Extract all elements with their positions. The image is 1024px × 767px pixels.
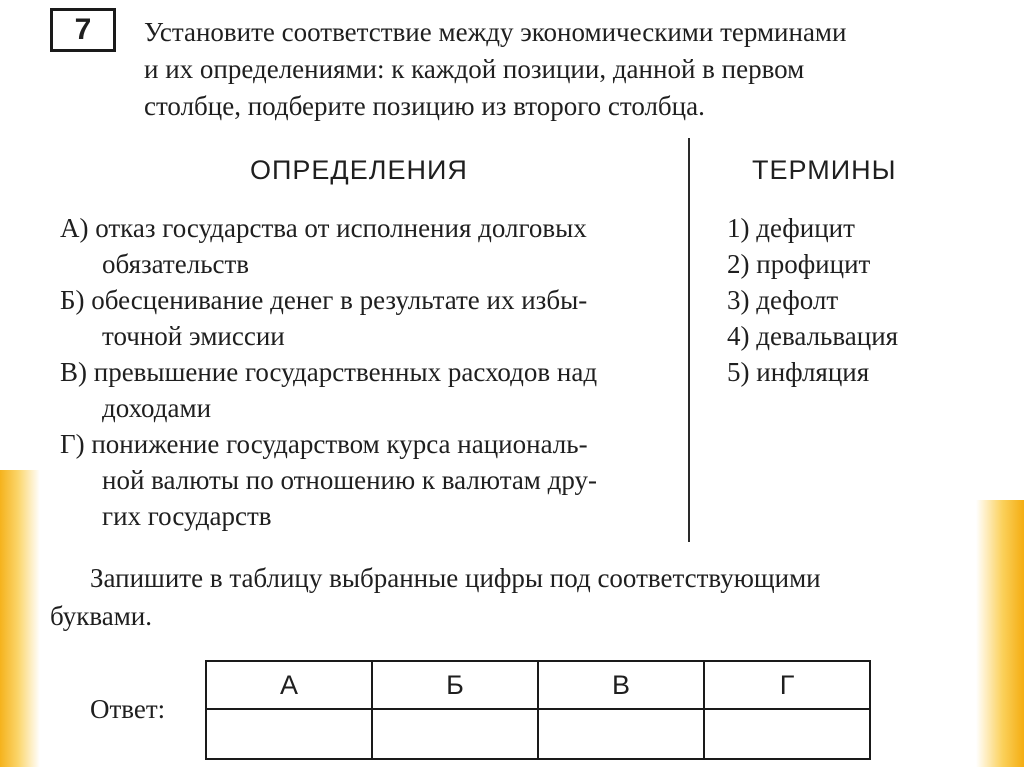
terms-header: ТЕРМИНЫ: [752, 155, 897, 185]
term-item: 4) девальвация: [727, 321, 899, 351]
definition-line: доходами: [102, 393, 212, 423]
answer-cell-g[interactable]: [704, 709, 870, 759]
definitions-header: ОПРЕДЕЛЕНИЯ: [250, 155, 468, 185]
answer-header-g: Г: [704, 661, 870, 709]
answer-header-a: А: [206, 661, 372, 709]
instruction-line: Запишите в таблицу выбранные цифры под соответствующими: [90, 563, 821, 593]
instruction-line: буквами.: [50, 601, 152, 631]
definition-line: Б) обесценивание денег в результате их избы-: [60, 285, 588, 315]
definition-line: А) отказ государства от исполнения долговых: [60, 213, 587, 243]
definition-line: гих государств: [102, 501, 272, 531]
term-item: 1) дефицит: [727, 213, 855, 243]
definition-item-a: [60, 210, 680, 282]
definition-line: ной валюты по отношению к валютам дру-: [102, 465, 598, 495]
answer-table: [205, 660, 871, 760]
answer-cell-a[interactable]: [206, 709, 372, 759]
question-number-box: 7: [50, 8, 116, 52]
decorative-glow-left: [0, 470, 40, 767]
task-statement: [144, 14, 974, 125]
definition-line: Г) понижение государством курса националь-: [60, 429, 588, 459]
answer-header-v: В: [538, 661, 704, 709]
definition-item-g: [60, 426, 680, 534]
answer-cell-v[interactable]: [538, 709, 704, 759]
definitions-list: [60, 210, 680, 534]
term-item: 2) профицит: [727, 249, 871, 279]
term-item: 3) дефолт: [727, 285, 839, 315]
definition-line: обязательств: [102, 249, 250, 279]
term-item: 5) инфляция: [727, 357, 870, 387]
answer-cell-b[interactable]: [372, 709, 538, 759]
column-divider: [688, 138, 690, 542]
answer-header-b: Б: [372, 661, 538, 709]
answer-input-row: [206, 709, 870, 759]
decorative-glow-right: [976, 500, 1024, 767]
task-statement-line: столбце, подберите позицию из второго столбца.: [144, 91, 705, 121]
answer-header-row: [206, 661, 870, 709]
definition-item-v: [60, 354, 680, 426]
terms-list: [727, 210, 898, 390]
definition-line: точной эмиссии: [102, 321, 285, 351]
definition-item-b: [60, 282, 680, 354]
task-statement-line: Установите соответствие между экономическими терминами: [144, 17, 847, 47]
task-statement-line: и их определениями: к каждой позиции, данной в первом: [144, 54, 805, 84]
instruction-text: [50, 559, 970, 635]
definition-line: В) превышение государственных расходов над: [60, 357, 598, 387]
answer-label: Ответ:: [90, 694, 166, 724]
